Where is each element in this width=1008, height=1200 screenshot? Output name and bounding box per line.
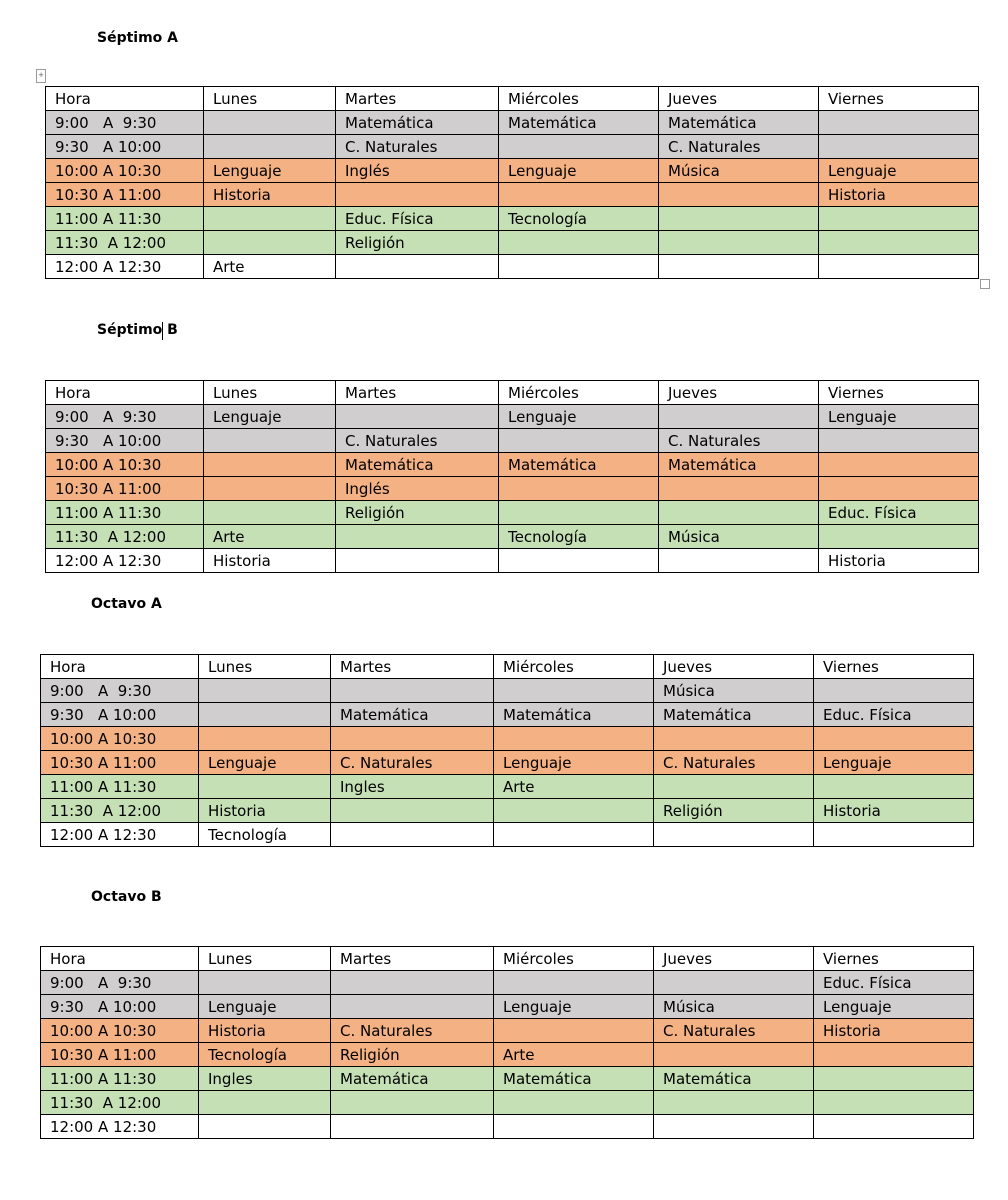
header-cell-viernes: Viernes	[814, 655, 974, 679]
subject-cell: Historia	[204, 549, 336, 573]
subject-cell	[204, 429, 336, 453]
table-row	[41, 799, 974, 823]
subject-cell	[336, 183, 499, 207]
subject-cell: Lenguaje	[814, 751, 974, 775]
table-row	[41, 1115, 974, 1139]
subject-cell: C. Naturales	[654, 1019, 814, 1043]
subject-cell: Matemática	[336, 111, 499, 135]
subject-cell	[654, 1091, 814, 1115]
subject-cell: C. Naturales	[659, 429, 819, 453]
subject-cell	[499, 501, 659, 525]
subject-cell	[819, 111, 979, 135]
schedule-table-septimo-a	[45, 86, 979, 279]
table-row	[41, 823, 974, 847]
table-row	[46, 453, 979, 477]
subject-cell	[814, 775, 974, 799]
subject-cell: Lenguaje	[814, 995, 974, 1019]
subject-cell	[499, 135, 659, 159]
subject-cell: Religión	[336, 501, 499, 525]
subject-cell	[499, 183, 659, 207]
subject-cell	[336, 255, 499, 279]
subject-cell: C. Naturales	[654, 751, 814, 775]
header-cell-lunes: Lunes	[204, 381, 336, 405]
header-cell-lunes: Lunes	[199, 655, 331, 679]
subject-cell: Historia	[814, 1019, 974, 1043]
subject-cell	[499, 231, 659, 255]
subject-cell: Religión	[331, 1043, 494, 1067]
header-cell-jueves: Jueves	[654, 655, 814, 679]
header-cell-hora: Hora	[41, 655, 199, 679]
subject-cell	[654, 1043, 814, 1067]
subject-cell: C. Naturales	[336, 135, 499, 159]
time-cell: 9:00 A 9:30	[41, 679, 199, 703]
section-title-septimo-a: Séptimo A	[97, 30, 179, 46]
table-row	[41, 703, 974, 727]
table-row	[41, 1091, 974, 1115]
header-cell-hora: Hora	[46, 87, 204, 111]
subject-cell	[199, 775, 331, 799]
subject-cell	[819, 525, 979, 549]
subject-cell: Educ. Física	[819, 501, 979, 525]
subject-cell	[331, 971, 494, 995]
subject-cell: Matemática	[494, 703, 654, 727]
subject-cell	[494, 971, 654, 995]
time-cell: 12:00 A 12:30	[41, 823, 199, 847]
table-row	[46, 477, 979, 501]
subject-cell: Lenguaje	[499, 405, 659, 429]
subject-cell: Lenguaje	[819, 405, 979, 429]
table-row	[46, 183, 979, 207]
subject-cell: Lenguaje	[199, 751, 331, 775]
time-cell: 11:30 A 12:00	[46, 231, 204, 255]
table-header-row	[46, 381, 979, 405]
time-cell: 9:30 A 10:00	[46, 429, 204, 453]
time-cell: 10:00 A 10:30	[46, 159, 204, 183]
subject-cell	[659, 231, 819, 255]
subject-cell: Lenguaje	[819, 159, 979, 183]
header-cell-viernes: Viernes	[814, 947, 974, 971]
table-row	[46, 207, 979, 231]
header-cell-martes: Martes	[331, 655, 494, 679]
subject-cell	[814, 727, 974, 751]
subject-cell	[199, 703, 331, 727]
subject-cell	[336, 405, 499, 429]
schedule-table-octavo-a	[40, 654, 974, 847]
subject-cell	[654, 971, 814, 995]
subject-cell: Tecnología	[499, 207, 659, 231]
time-cell: 11:00 A 11:30	[41, 1067, 199, 1091]
subject-cell	[336, 525, 499, 549]
subject-cell: C. Naturales	[336, 429, 499, 453]
subject-cell	[499, 255, 659, 279]
header-cell-hora: Hora	[41, 947, 199, 971]
subject-cell: Música	[659, 159, 819, 183]
subject-cell	[819, 231, 979, 255]
table-row	[41, 995, 974, 1019]
subject-cell	[331, 1115, 494, 1139]
time-cell: 11:30 A 12:00	[41, 1091, 199, 1115]
subject-cell	[499, 477, 659, 501]
subject-cell: Arte	[494, 1043, 654, 1067]
subject-cell	[814, 1091, 974, 1115]
subject-cell	[814, 1067, 974, 1091]
table-row	[46, 525, 979, 549]
subject-cell: Música	[659, 525, 819, 549]
subject-cell	[204, 501, 336, 525]
subject-cell	[814, 823, 974, 847]
time-cell: 10:30 A 11:00	[46, 183, 204, 207]
subject-cell: Matemática	[659, 111, 819, 135]
subject-cell	[654, 775, 814, 799]
subject-cell: Arte	[204, 255, 336, 279]
subject-cell: Matemática	[659, 453, 819, 477]
header-cell-jueves: Jueves	[659, 87, 819, 111]
time-cell: 9:00 A 9:30	[41, 971, 199, 995]
subject-cell	[494, 1115, 654, 1139]
header-cell-jueves: Jueves	[659, 381, 819, 405]
subject-cell: Matemática	[654, 703, 814, 727]
subject-cell: Arte	[494, 775, 654, 799]
table-header-row	[41, 655, 974, 679]
subject-cell: Lenguaje	[204, 405, 336, 429]
section-title-octavo-a: Octavo A	[91, 596, 162, 612]
subject-cell	[331, 823, 494, 847]
table-row	[46, 255, 979, 279]
subject-cell: Tecnología	[199, 1043, 331, 1067]
header-cell-martes: Martes	[336, 87, 499, 111]
subject-cell	[331, 727, 494, 751]
header-cell-miercoles: Miércoles	[494, 655, 654, 679]
table-row	[46, 159, 979, 183]
time-cell: 10:00 A 10:30	[41, 1019, 199, 1043]
subject-cell: Historia	[819, 549, 979, 573]
table-row	[46, 549, 979, 573]
subject-cell: Música	[654, 995, 814, 1019]
subject-cell: Educ. Física	[336, 207, 499, 231]
subject-cell: Ingles	[199, 1067, 331, 1091]
time-cell: 9:30 A 10:00	[46, 135, 204, 159]
schedule-table-septimo-b	[45, 380, 979, 573]
subject-cell: Matemática	[499, 111, 659, 135]
subject-cell	[494, 1091, 654, 1115]
subject-cell	[814, 1043, 974, 1067]
time-cell: 9:00 A 9:30	[46, 111, 204, 135]
subject-cell	[654, 823, 814, 847]
header-cell-lunes: Lunes	[204, 87, 336, 111]
table-resize-handle[interactable]	[980, 279, 990, 289]
header-cell-lunes: Lunes	[199, 947, 331, 971]
subject-cell	[654, 1115, 814, 1139]
subject-cell	[659, 477, 819, 501]
subject-cell: Lenguaje	[199, 995, 331, 1019]
table-row	[46, 231, 979, 255]
time-cell: 10:30 A 11:00	[41, 1043, 199, 1067]
table-row	[41, 1019, 974, 1043]
header-cell-miercoles: Miércoles	[499, 87, 659, 111]
table-row	[41, 1067, 974, 1091]
header-cell-viernes: Viernes	[819, 87, 979, 111]
subject-cell: Tecnología	[199, 823, 331, 847]
subject-cell: Música	[654, 679, 814, 703]
time-cell: 10:00 A 10:30	[46, 453, 204, 477]
time-cell: 11:30 A 12:00	[41, 799, 199, 823]
subject-cell: Matemática	[336, 453, 499, 477]
subject-cell	[814, 1115, 974, 1139]
subject-cell	[819, 255, 979, 279]
time-cell: 11:00 A 11:30	[46, 207, 204, 231]
time-cell: 10:30 A 11:00	[46, 477, 204, 501]
subject-cell: Historia	[204, 183, 336, 207]
header-cell-viernes: Viernes	[819, 381, 979, 405]
subject-cell: Lenguaje	[494, 751, 654, 775]
subject-cell	[494, 799, 654, 823]
time-cell: 9:30 A 10:00	[41, 995, 199, 1019]
time-cell: 9:30 A 10:00	[41, 703, 199, 727]
subject-cell	[199, 679, 331, 703]
subject-cell	[204, 207, 336, 231]
subject-cell: C. Naturales	[331, 1019, 494, 1043]
subject-cell	[659, 207, 819, 231]
subject-cell	[659, 255, 819, 279]
header-cell-martes: Martes	[331, 947, 494, 971]
subject-cell	[494, 1019, 654, 1043]
table-row	[41, 679, 974, 703]
subject-cell: Inglés	[336, 159, 499, 183]
subject-cell	[499, 549, 659, 573]
header-cell-jueves: Jueves	[654, 947, 814, 971]
subject-cell	[204, 111, 336, 135]
subject-cell	[659, 501, 819, 525]
time-cell: 9:00 A 9:30	[46, 405, 204, 429]
subject-cell	[199, 1091, 331, 1115]
section-title-octavo-b: Octavo B	[91, 889, 162, 905]
subject-cell	[819, 207, 979, 231]
subject-cell: Religión	[654, 799, 814, 823]
time-cell: 11:30 A 12:00	[46, 525, 204, 549]
subject-cell	[199, 727, 331, 751]
table-row	[46, 405, 979, 429]
subject-cell	[331, 995, 494, 1019]
subject-cell	[659, 405, 819, 429]
subject-cell	[499, 429, 659, 453]
table-header-row	[46, 87, 979, 111]
header-cell-hora: Hora	[46, 381, 204, 405]
subject-cell: Historia	[819, 183, 979, 207]
subject-cell	[199, 1115, 331, 1139]
subject-cell: Matemática	[331, 1067, 494, 1091]
schedule-table-octavo-b	[40, 946, 974, 1139]
table-move-handle-icon[interactable]: +	[36, 69, 46, 83]
time-cell: 10:00 A 10:30	[41, 727, 199, 751]
subject-cell: Historia	[814, 799, 974, 823]
subject-cell	[494, 679, 654, 703]
subject-cell: Inglés	[336, 477, 499, 501]
subject-cell: Historia	[199, 799, 331, 823]
subject-cell	[659, 549, 819, 573]
subject-cell: Historia	[199, 1019, 331, 1043]
subject-cell: Matemática	[494, 1067, 654, 1091]
subject-cell	[654, 727, 814, 751]
header-cell-miercoles: Miércoles	[494, 947, 654, 971]
subject-cell: Matemática	[654, 1067, 814, 1091]
subject-cell	[494, 727, 654, 751]
table-row	[46, 501, 979, 525]
subject-cell	[204, 135, 336, 159]
time-cell: 12:00 A 12:30	[46, 549, 204, 573]
subject-cell: Lenguaje	[204, 159, 336, 183]
table-row	[46, 111, 979, 135]
header-cell-martes: Martes	[336, 381, 499, 405]
subject-cell: Educ. Física	[814, 971, 974, 995]
time-cell: 12:00 A 12:30	[46, 255, 204, 279]
subject-cell	[659, 183, 819, 207]
subject-cell: Tecnología	[499, 525, 659, 549]
time-cell: 11:00 A 11:30	[46, 501, 204, 525]
subject-cell: Educ. Física	[814, 703, 974, 727]
subject-cell: Matemática	[331, 703, 494, 727]
table-row	[41, 751, 974, 775]
time-cell: 10:30 A 11:00	[41, 751, 199, 775]
subject-cell	[204, 477, 336, 501]
subject-cell	[331, 1091, 494, 1115]
subject-cell: C. Naturales	[331, 751, 494, 775]
subject-cell: Matemática	[499, 453, 659, 477]
subject-cell	[204, 453, 336, 477]
subject-cell	[204, 231, 336, 255]
subject-cell	[819, 135, 979, 159]
table-row	[41, 775, 974, 799]
subject-cell: Lenguaje	[494, 995, 654, 1019]
subject-cell	[819, 453, 979, 477]
subject-cell	[814, 679, 974, 703]
subject-cell: Arte	[204, 525, 336, 549]
section-title-septimo-b: Séptimo B	[97, 322, 178, 338]
time-cell: 11:00 A 11:30	[41, 775, 199, 799]
table-row	[46, 135, 979, 159]
table-row	[41, 971, 974, 995]
subject-cell	[336, 549, 499, 573]
subject-cell	[199, 971, 331, 995]
header-cell-miercoles: Miércoles	[499, 381, 659, 405]
subject-cell	[331, 679, 494, 703]
subject-cell	[819, 477, 979, 501]
subject-cell	[331, 799, 494, 823]
subject-cell: C. Naturales	[659, 135, 819, 159]
subject-cell: Religión	[336, 231, 499, 255]
subject-cell: Ingles	[331, 775, 494, 799]
subject-cell	[494, 823, 654, 847]
subject-cell	[819, 429, 979, 453]
table-row	[46, 429, 979, 453]
subject-cell: Lenguaje	[499, 159, 659, 183]
table-row	[41, 1043, 974, 1067]
time-cell: 12:00 A 12:30	[41, 1115, 199, 1139]
table-header-row	[41, 947, 974, 971]
table-row	[41, 727, 974, 751]
